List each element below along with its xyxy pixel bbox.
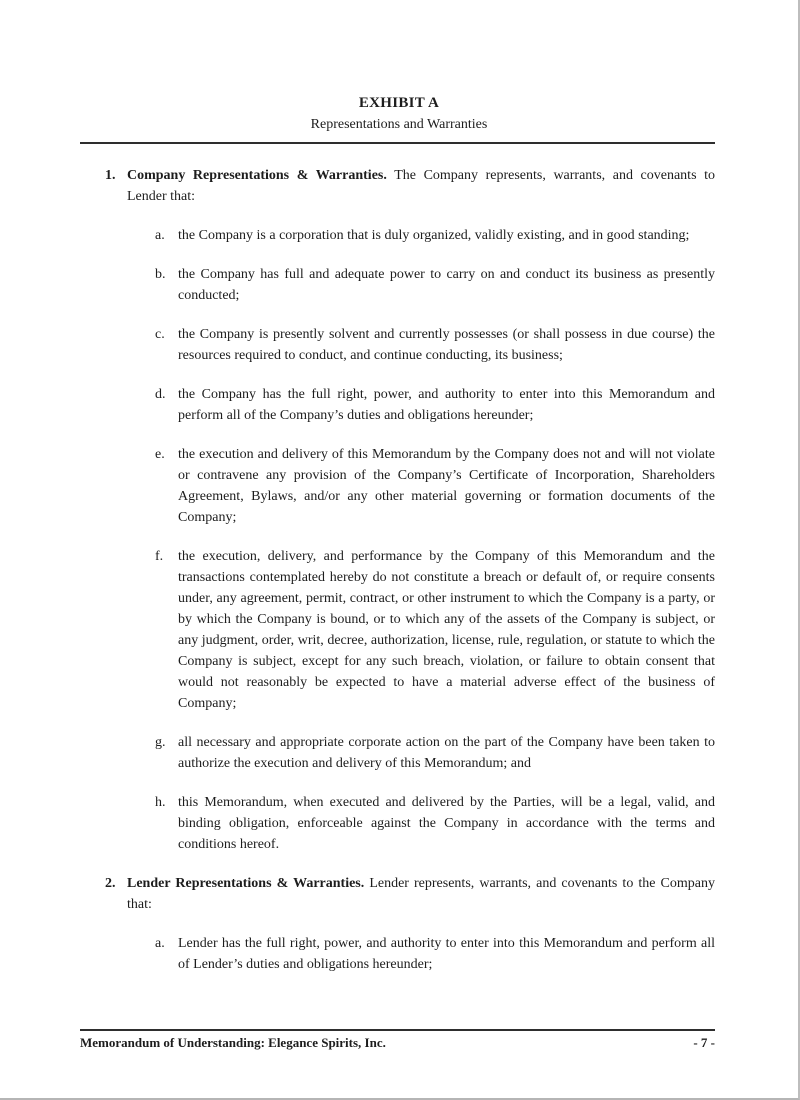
- list-item-marker: b.: [155, 267, 166, 282]
- section-heading: Company Representations & Warranties.: [127, 168, 387, 183]
- list-item: [155, 225, 715, 246]
- exhibit-title: EXHIBIT A: [358, 95, 440, 111]
- section-lender-representations: [80, 873, 715, 975]
- section-number: 1.: [105, 168, 116, 183]
- footer-document-title: Memorandum of Understanding: Elegance Spirits, Inc.: [80, 1035, 386, 1050]
- list-item: [155, 933, 715, 975]
- header-divider: [80, 142, 715, 144]
- list-item-text: the Company has the full right, power, and authority to enter into this Memorandum and perform all of the Company’s duties and obligations hereunder;: [178, 387, 715, 423]
- list-item-marker: e.: [155, 447, 165, 462]
- document-footer: [80, 1029, 715, 1051]
- document-header: [0, 0, 798, 135]
- section-company-representations: [80, 165, 715, 855]
- list-item-text: all necessary and appropriate corporate action on the part of the Company have been taken to authorize the execution and delivery of this Memorandum; and: [178, 735, 715, 771]
- list-item: [155, 444, 715, 528]
- list-item-marker: a.: [155, 228, 165, 243]
- list-item-text: Lender has the full right, power, and authority to enter into this Memorandum and perform all of Lender’s duties and obligations hereunder;: [178, 936, 715, 972]
- footer-page-number: - 7 -: [693, 1035, 715, 1050]
- section-number: 2.: [105, 876, 116, 891]
- list-item-marker: h.: [155, 795, 166, 810]
- list-item: [155, 384, 715, 426]
- section-intro: The Company represents, warrants, and covenants to Lender that:: [127, 168, 715, 204]
- list-item-text: the execution and delivery of this Memorandum by the Company does not and will not violate or contravene any provision of the Company’s Certificate of Incorporation, Shareholders Agreement, Bylaws, and/or any other material governing or formation documents of the Company;: [178, 447, 715, 525]
- list-item-marker: f.: [155, 549, 164, 564]
- section-body: [127, 165, 715, 855]
- list-item-text: the Company is presently solvent and currently possesses (or shall possess in due course) the resources required to conduct, and continue conducting, its business;: [178, 327, 715, 363]
- section-intro-paragraph: [127, 165, 715, 207]
- list-item-text: the execution, delivery, and performance by the Company of this Memorandum and the transactions contemplated hereby do not constitute a breach or default of, or require consents under, any agreement, permit, contract, or other instrument to which the Company is a party, or by which the Company is bound, or to which any of the assets of the Company is subject, or any judgment, order, writ, decree, authorization, license, rule, regulation, or statute to which the Company is subject, except for any such breach, violation, or failure to obtain consent that would not reasonably be expected to have a material adverse effect of the business of Company;: [178, 549, 715, 711]
- list-item-marker: g.: [155, 735, 166, 750]
- list-item-marker: c.: [155, 327, 165, 342]
- exhibit-subtitle: Representations and Warranties: [310, 117, 488, 132]
- list-item-text: the Company has full and adequate power to carry on and conduct its business as presently conducted;: [178, 267, 715, 303]
- section-body: [127, 873, 715, 975]
- list-item: [155, 264, 715, 306]
- section-heading: Lender Representations & Warranties.: [127, 876, 365, 891]
- footer-row: [80, 1034, 715, 1051]
- list-item-marker: d.: [155, 387, 166, 402]
- footer-divider: [80, 1029, 715, 1031]
- list-item-text: the Company is a corporation that is duly organized, validly existing, and in good standing;: [178, 228, 690, 243]
- list-item: [155, 546, 715, 714]
- section-intro: Lender represents, warrants, and covenants to the Company that:: [127, 876, 715, 912]
- document-body: [80, 165, 715, 975]
- list-item-text: this Memorandum, when executed and delivered by the Parties, will be a legal, valid, and binding obligation, enforceable against the Company in accordance with the terms and conditions hereof.: [178, 795, 715, 852]
- section-intro-paragraph: [127, 873, 715, 915]
- list-item-marker: a.: [155, 936, 165, 951]
- list-item: [155, 732, 715, 774]
- list-item: [155, 792, 715, 855]
- list-item: [155, 324, 715, 366]
